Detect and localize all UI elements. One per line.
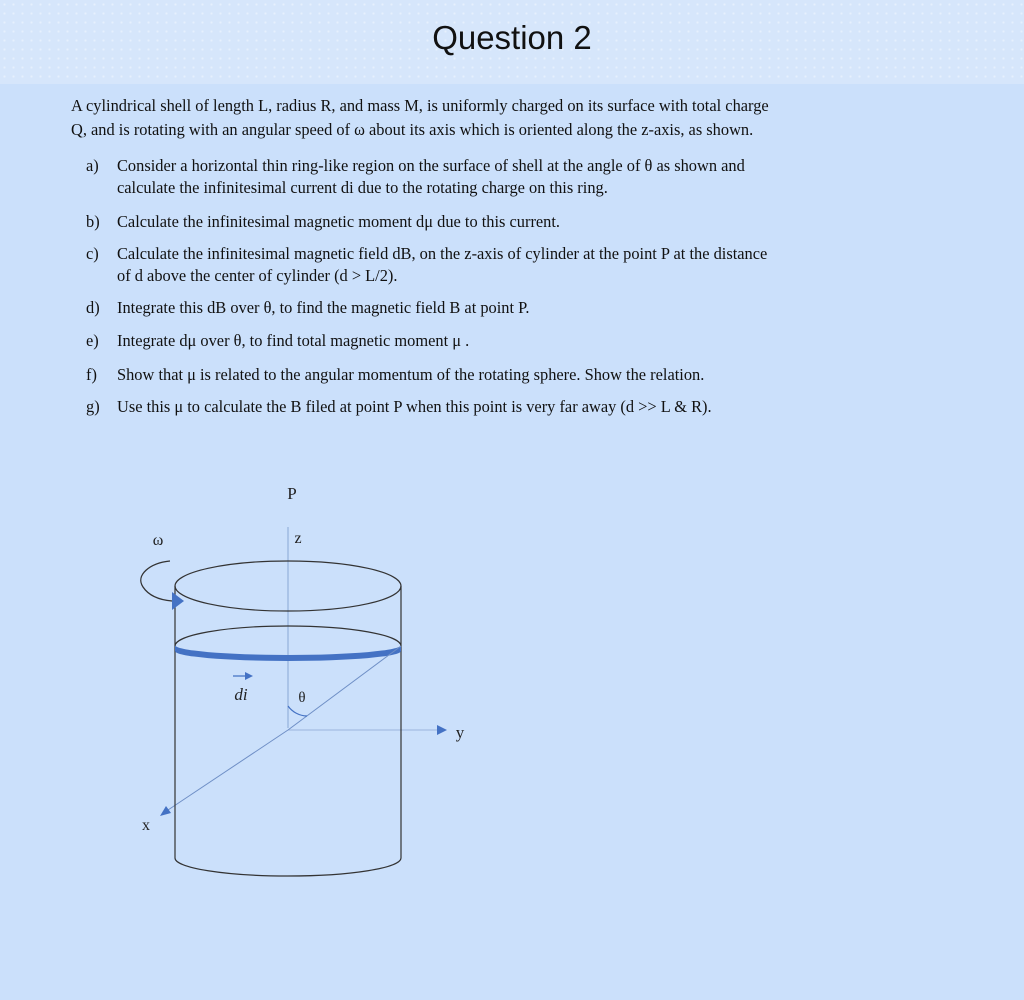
item-label: b): [86, 212, 100, 231]
intro-line-2: Q, and is rotating with an angular speed of ω about its axis which is oriented along the z-axis, as shown.: [71, 119, 754, 139]
item-text-line: of d above the center of cylinder (d > L/2).: [117, 266, 398, 285]
rotation-arrow-curve: [141, 561, 172, 601]
intro-line-1: A cylindrical shell of length L, radius R, and mass M, is uniformly charged on its surface with total charge: [71, 96, 769, 115]
item-text-line: Show that μ is related to the angular momentum of the rotating sphere. Show the relation.: [117, 365, 705, 384]
item-label: e): [86, 331, 99, 350]
item-label: d): [86, 298, 100, 317]
label-di: di: [234, 685, 248, 704]
item-text-line: Integrate this dB over θ, to find the magnetic field B at point P.: [117, 298, 530, 317]
item-text-line: calculate the infinitesimal current di due to the rotating charge on this ring.: [117, 178, 608, 197]
label-z-axis: z: [294, 530, 302, 547]
item-label: g): [86, 397, 100, 416]
label-y-axis: y: [455, 723, 465, 742]
label-theta: θ: [298, 690, 306, 706]
x-axis-arrowhead: [160, 806, 171, 816]
item-text-line: Calculate the infinitesimal magnetic moment dμ due to this current.: [117, 212, 561, 231]
item-label: c): [86, 244, 99, 263]
label-omega: ω: [152, 532, 164, 549]
item-text-line: Consider a horizontal thin ring-like region on the surface of shell at the angle of θ as shown and: [117, 156, 745, 175]
y-axis-arrowhead: [437, 725, 447, 735]
item-text-line: Integrate dμ over θ, to find total magnetic moment μ .: [117, 331, 470, 350]
item-label: f): [86, 365, 97, 384]
theta-angle-arc: [288, 706, 307, 716]
label-point-p: P: [287, 484, 297, 503]
page-title: Question 2: [432, 19, 592, 56]
cylinder-bottom-edge: [175, 858, 401, 876]
item-label: a): [86, 156, 99, 175]
label-x-axis: x: [142, 817, 150, 834]
item-text-line: Calculate the infinitesimal magnetic field dB, on the z-axis of cylinder at the point P at the distance: [117, 244, 768, 263]
item-text-line: Use this μ to calculate the B filed at point P when this point is very far away (d >> L & R).: [117, 397, 712, 416]
x-axis-line: [168, 730, 288, 810]
